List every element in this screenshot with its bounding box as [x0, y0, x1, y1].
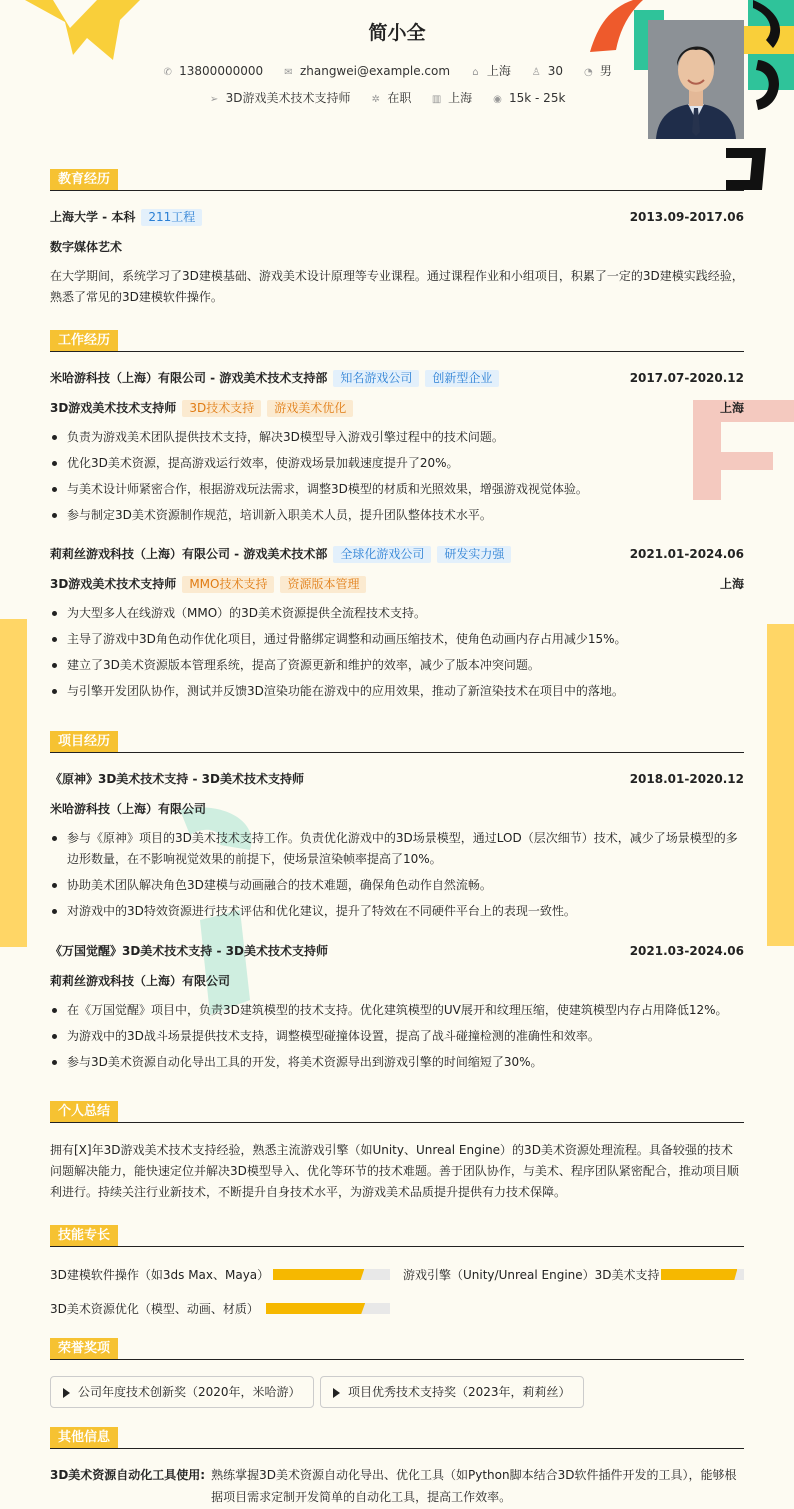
- role-tag: 资源版本管理: [280, 576, 366, 593]
- education-desc: 在大学期间，系统学习了3D建模基础、游戏美术设计原理等专业课程。通过课程作业和小组项目，积累了一定的3D建模实践经验，熟悉了常见的3D建模软件操作。: [50, 269, 744, 304]
- profile-photo: [648, 20, 744, 139]
- awards-title: 荣誉奖项: [50, 1338, 118, 1359]
- home-icon: ⌂: [472, 67, 479, 78]
- work-bullet: 与引擎开发团队协作，测试并反馈3D渲染功能在游戏中的应用效果，推动了新渲染技术在项目中的落地。: [50, 681, 744, 702]
- summary-title: 个人总结: [50, 1101, 118, 1122]
- skill-bar: [661, 1269, 744, 1280]
- other-section: [50, 1427, 744, 1504]
- project-date: 2018.01-2020.12: [629, 772, 744, 786]
- phone-text: 13800000000: [179, 64, 264, 78]
- skill-bar-fill: [273, 1269, 364, 1280]
- education-date: 2013.09-2017.06: [629, 210, 744, 224]
- other-title: 其他信息: [50, 1427, 118, 1448]
- project-bullet: 协助美术团队解决角色3D建模与动画融合的技术难题，确保角色动作自然流畅。: [50, 875, 744, 896]
- age-item: [531, 64, 563, 78]
- work-bullets: [50, 427, 744, 531]
- salary-item: [492, 91, 565, 105]
- work-role-row: [50, 399, 744, 417]
- city-text: 上海: [486, 64, 511, 78]
- work-city-text: 上海: [448, 91, 473, 105]
- education-title: 教育经历: [50, 169, 118, 190]
- email-item: [283, 64, 450, 78]
- salary-text: 15k - 25k: [509, 91, 566, 105]
- project-title: 《原神》3D美术技术支持 - 3D美术技术支持师: [50, 772, 304, 786]
- salary-icon: ◉: [493, 94, 502, 105]
- phone-icon: ✆: [163, 67, 172, 78]
- other-label: 3D美术资源自动化工具使用:: [50, 1468, 206, 1482]
- phone-item: [162, 64, 263, 78]
- award-item: [50, 1376, 314, 1408]
- city-item: [470, 62, 511, 79]
- project-title: 《万国觉醒》3D美术技术支持 - 3D美术技术支持师: [50, 944, 328, 958]
- status-item: [370, 89, 411, 106]
- summary-section: [50, 1101, 744, 1199]
- awards-section: [50, 1338, 744, 1399]
- work-city-item: [431, 89, 472, 106]
- skill-bar-fill: [266, 1303, 365, 1314]
- job-title-item: [209, 89, 351, 106]
- gender-icon: ◔: [583, 67, 593, 78]
- other-header: [50, 1427, 744, 1449]
- skill-bar-fill: [661, 1269, 737, 1280]
- project-bullet: 参与《原神》项目的3D美术技术支持工作。负责优化游戏中的3D场景模型，通过LOD（层次细节）技术，减少了场景模型的多边形数量，在不影响视觉效果的前提下，使场景渲染帧率提高了10%。: [50, 828, 744, 870]
- summary-header: [50, 1101, 744, 1123]
- work-bullets: [50, 603, 744, 707]
- work-company-row: [50, 545, 744, 563]
- work-section: [50, 330, 744, 698]
- decor-right-bar: [767, 624, 794, 946]
- project-title-row: [50, 770, 744, 788]
- skill-bar: [266, 1303, 390, 1314]
- awards-list: [50, 1376, 744, 1408]
- work-company: 莉莉丝游戏科技（上海）有限公司 - 游戏美术技术部: [50, 547, 328, 561]
- role-tag: MMO技术支持: [182, 576, 274, 593]
- project-date: 2021.03-2024.06: [629, 944, 744, 958]
- triangle-icon: [63, 1388, 70, 1398]
- work-location: 上海: [719, 401, 744, 415]
- projects-title: 项目经历: [50, 731, 118, 752]
- project-bullet: 在《万国觉醒》项目中，负责3D建筑模型的技术支持。优化建筑模型的UV展开和纹理压缩，使建筑模型内存占用降低12%。: [50, 1000, 744, 1021]
- projects-section: [50, 731, 744, 1069]
- education-section: [50, 169, 744, 304]
- gender-item: [583, 62, 612, 79]
- work-tag: 全球化游戏公司: [333, 546, 431, 563]
- project-bullet: 为游戏中的3D战斗场景提供技术支持，调整模型碰撞体设置，提高了战斗碰撞检测的准确性和效率。: [50, 1026, 744, 1047]
- status-text: 在职: [387, 91, 412, 105]
- project-bullets: [50, 1000, 744, 1078]
- work-role: 3D游戏美术技术支持师: [50, 401, 177, 415]
- education-major: 数字媒体艺术: [50, 240, 123, 254]
- mail-icon: ✉: [284, 67, 293, 78]
- gender-text: 男: [599, 64, 612, 78]
- education-header: [50, 169, 744, 191]
- skill-label: 游戏引擎（Unity/Unreal Engine）3D美术支持: [403, 1268, 660, 1282]
- building-icon: ▥: [431, 94, 442, 105]
- email-text: zhangwei@example.com: [299, 64, 451, 78]
- skills-header: [50, 1225, 744, 1247]
- role-tag: 游戏美术优化: [267, 400, 353, 417]
- work-role-row: [50, 575, 744, 593]
- other-row: [50, 1464, 744, 1508]
- work-company-row: [50, 369, 744, 387]
- age-text: 30: [547, 64, 564, 78]
- work-bullet: 优化3D美术资源，提高游戏运行效率，使游戏场景加载速度提升了20%。: [50, 453, 744, 474]
- work-date: 2017.07-2020.12: [629, 371, 744, 385]
- work-bullet: 负责为游戏美术团队提供技术支持，解决3D模型导入游戏引擎过程中的技术问题。: [50, 427, 744, 448]
- status-icon: ✲: [371, 94, 380, 105]
- project-bullet: 对游戏中的3D特效资源进行技术评估和优化建议，提升了特效在不同硬件平台上的表现一致性。: [50, 901, 744, 922]
- work-location: 上海: [719, 577, 744, 591]
- work-tag: 知名游戏公司: [333, 370, 419, 387]
- work-bullet: 为大型多人在线游戏（MMO）的3D美术资源提供全流程技术支持。: [50, 603, 744, 624]
- other-text: 熟练掌握3D美术资源自动化导出、优化工具（如Python脚本结合3D软件插件开发的工具），能够根据项目需求定制开发简单的自动化工具，提高工作效率。: [211, 1468, 737, 1504]
- work-header: [50, 330, 744, 352]
- school-name: 上海大学 - 本科: [50, 210, 136, 224]
- work-date: 2021.01-2024.06: [629, 547, 744, 561]
- skills-section: [50, 1225, 744, 1316]
- work-bullet: 建立了3D美术资源版本管理系统，提高了资源更新和维护的效率，减少了版本冲突问题。: [50, 655, 744, 676]
- award-text: 公司年度技术创新奖（2020年，米哈游）: [78, 1385, 301, 1399]
- role-tag: 3D技术支持: [182, 400, 261, 417]
- send-icon: ➢: [209, 94, 219, 105]
- projects-header: [50, 731, 744, 753]
- skill-bar: [273, 1269, 390, 1280]
- project-title-row: [50, 942, 744, 960]
- decor-left-bar: [0, 619, 27, 947]
- candidate-name: 简小全: [368, 22, 426, 44]
- work-bullet: 主导了游戏中3D角色动作优化项目，通过骨骼绑定调整和动画压缩技术，使角色动画内存占用减少15%。: [50, 629, 744, 650]
- skill-label: 3D建模软件操作（如3ds Max、Maya）: [50, 1268, 270, 1282]
- awards-header: [50, 1338, 744, 1360]
- project-company: 米哈游科技（上海）有限公司: [50, 802, 207, 816]
- school-tag: 211工程: [141, 209, 202, 226]
- work-tag: 创新型企业: [425, 370, 499, 387]
- award-text: 项目优秀技术支持奖（2023年，莉莉丝）: [348, 1385, 571, 1399]
- award-item: [320, 1376, 584, 1408]
- age-icon: ♙: [531, 67, 541, 78]
- skill-label: 3D美术资源优化（模型、动画、材质）: [50, 1302, 259, 1316]
- education-school-row: [50, 208, 744, 226]
- skills-title: 技能专长: [50, 1225, 118, 1246]
- work-title: 工作经历: [50, 330, 118, 351]
- triangle-icon: [333, 1388, 340, 1398]
- work-role: 3D游戏美术技术支持师: [50, 577, 177, 591]
- project-company: 莉莉丝游戏科技（上海）有限公司: [50, 974, 231, 988]
- job-title-text: 3D游戏美术技术支持师: [225, 91, 351, 105]
- work-company: 米哈游科技（上海）有限公司 - 游戏美术技术支持部: [50, 371, 328, 385]
- work-tag: 研发实力强: [437, 546, 511, 563]
- project-bullets: [50, 828, 744, 927]
- project-bullet: 参与3D美术资源自动化导出工具的开发，将美术资源导出到游戏引擎的时间缩短了30%。: [50, 1052, 744, 1073]
- work-bullet: 与美术设计师紧密合作，根据游戏玩法需求，调整3D模型的材质和光照效果，增强游戏视觉体验。: [50, 479, 744, 500]
- work-bullet: 参与制定3D美术资源制作规范，培训新入职美术人员，提升团队整体技术水平。: [50, 505, 744, 526]
- summary-text: 拥有[X]年3D游戏美术技术支持经验，熟悉主流游戏引擎（如Unity、Unreal Engine）的3D美术资源处理流程。具备较强的技术问题解决能力，能快速定位并解决3D模型导入、优化等环节的技术难题。善于团队协作，与美术、程序团队紧密配合，推动项目顺利进行。持续关注行业新技术，不断提升自身技术水平，为游戏美术品质提升提供有力技术保障。: [50, 1143, 739, 1199]
